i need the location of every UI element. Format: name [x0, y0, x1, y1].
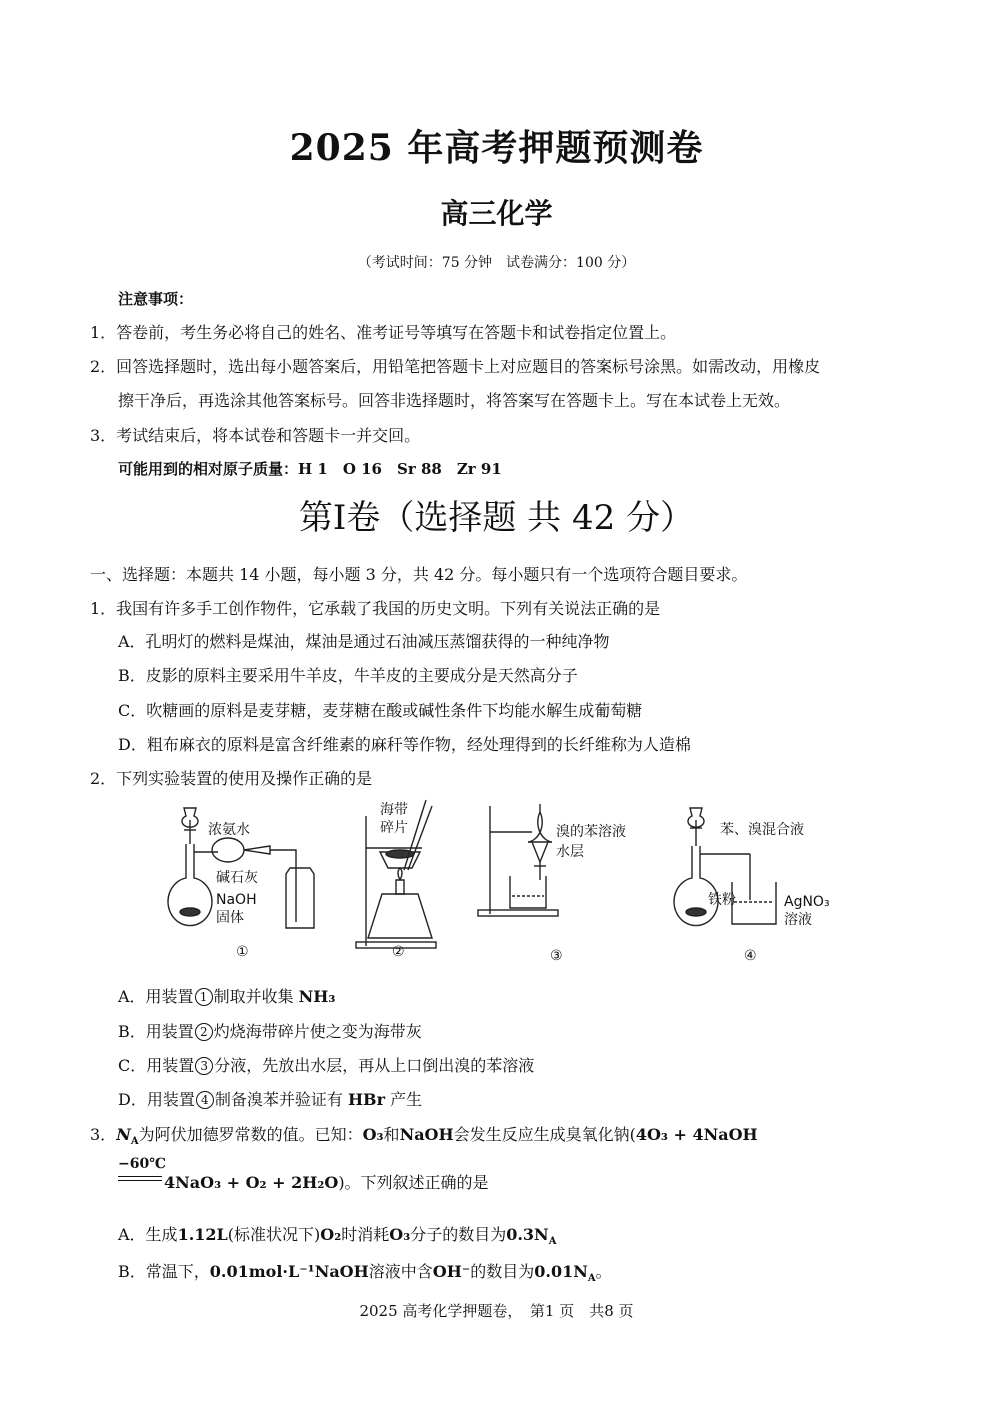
apparatus-4-number: ④ — [744, 948, 757, 964]
q1-option-d: D．粗布麻衣的原料是富含纤维素的麻秆等作物，经处理得到的长纤维称为人造棉 — [118, 735, 691, 754]
atomic-masses: 可能用到的相对原子质量：H 1 O 16 Sr 88 Zr 91 — [118, 460, 502, 478]
apparatus-4-label-solution: 溶液 — [784, 912, 812, 928]
question-3-stem: 3．$N_A$为阿伏加德罗常数的值。已知：O₃和NaOH会发生反应生成臭氧化钠(4O₃ + 4NaOH — [90, 1125, 758, 1148]
notice-heading: 注意事项： — [118, 290, 194, 308]
q2-option-c: C．用装置 3 分液，先放出水层，再从上口倒出溴的苯溶液 — [118, 1056, 535, 1075]
section-title: 第I卷（选择题 共 42 分） — [298, 498, 695, 538]
q2-option-a: A．用装置 1 制取并收集 NH₃ — [118, 987, 336, 1006]
apparatus-1-label-ammonia: 浓氨水 — [208, 822, 250, 838]
apparatus-2-label-pieces: 碎片 — [380, 820, 408, 836]
notice-item: 2．回答选择题时，选出每小题答案后，用铅笔把答题卡上对应题目的答案标号涂黑。如需改动，用橡皮 — [90, 357, 821, 376]
notice-item: 1．答卷前，考生务必将自己的姓名、准考证号等填写在答题卡和试卷指定位置上。 — [90, 323, 677, 342]
page-title: 2025 年高考押题预测卷 — [289, 127, 704, 169]
question-3-stem-cont: 4NaO₃ + O₂ + 2H₂O)。下列叙述正确的是 — [164, 1173, 489, 1192]
question-1-stem: 1．我国有许多手工创作物件，它承载了我国的历史文明。下列有关说法正确的是 — [90, 599, 661, 618]
apparatus-3-separatory-funnel — [478, 804, 558, 916]
apparatus-2-number: ② — [392, 944, 405, 960]
apparatus-3-label-water-layer: 水层 — [556, 844, 584, 860]
question-2-stem: 2．下列实验装置的使用及操作正确的是 — [90, 769, 373, 788]
page-footer: 2025 高考化学押题卷， 第1 页 共8 页 — [359, 1302, 634, 1320]
notice-item: 3．考试结束后，将本试卷和答题卡一并交回。 — [90, 426, 421, 445]
q3-option-a: A．生成1.12L(标准状况下)O₂时消耗O₃分子的数目为$0.3N_A$ — [118, 1225, 557, 1248]
reaction-condition: −60℃ — [118, 1156, 166, 1172]
lab-apparatus-figure — [160, 796, 860, 966]
q3-option-b: B．常温下，0.01mol·L⁻¹NaOH溶液中含OH⁻的数目为$0.01N_A$。 — [118, 1262, 612, 1285]
apparatus-1-number: ① — [236, 944, 249, 960]
apparatus-3-number: ③ — [550, 948, 563, 964]
apparatus-1-label-soda-lime: 碱石灰 — [216, 870, 258, 886]
notice-item: 擦干净后，再选涂其他答案标号。回答非选择题时，将答案写在答题卡上。写在本试卷上无效。 — [118, 391, 791, 410]
q2-option-b: B．用装置 2 灼烧海带碎片使之变为海带灰 — [118, 1022, 422, 1041]
equal-sign-bottom — [118, 1180, 162, 1181]
apparatus-4-label-agno3: AgNO₃ — [784, 894, 830, 910]
apparatus-1-label-naoh: NaOH — [216, 892, 257, 908]
page-subtitle: 高三化学 — [440, 197, 553, 230]
exam-info: （考试时间：75 分钟 试卷满分：100 分） — [357, 255, 636, 271]
apparatus-3-label-bromine-benzene: 溴的苯溶液 — [556, 824, 626, 840]
apparatus-4-label-iron: 铁粉 — [708, 892, 736, 908]
equal-sign-top — [118, 1176, 162, 1177]
apparatus-2-label-kelp: 海带 — [380, 802, 408, 818]
q1-option-c: C．吹糖画的原料是麦芽糖，麦芽糖在酸或碱性条件下均能水解生成葡萄糖 — [118, 701, 643, 720]
part-intro: 一、选择题：本题共 14 小题，每小题 3 分，共 42 分。每小题只有一个选项符合题目要求。 — [90, 565, 748, 584]
apparatus-4-label-mixture: 苯、溴混合液 — [720, 822, 804, 838]
q1-option-a: A．孔明灯的燃料是煤油，煤油是通过石油减压蒸馏获得的一种纯净物 — [118, 632, 610, 651]
q1-option-b: B．皮影的原料主要采用牛羊皮，牛羊皮的主要成分是天然高分子 — [118, 666, 578, 685]
q2-option-d: D．用装置 4 制备溴苯并验证有 HBr 产生 — [118, 1090, 423, 1109]
apparatus-1-label-solid: 固体 — [216, 910, 244, 926]
